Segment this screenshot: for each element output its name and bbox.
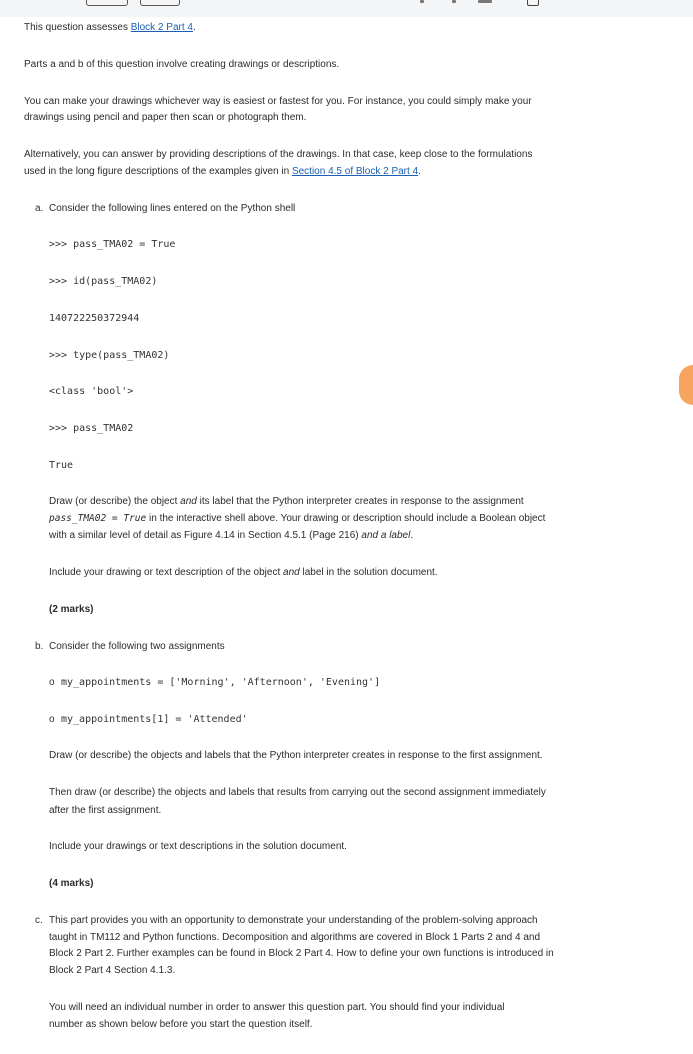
part-c-line-1: This part provides you with an opportunity to demonstrate your understanding of the problem-solving approach	[49, 915, 538, 926]
part-a-draw-line-3	[49, 528, 413, 544]
part-a-draw-line-2	[49, 511, 545, 527]
assesses-prefix: This question assesses	[24, 22, 131, 33]
part-c-line-4: Block 2 Part 4 Section 4.1.3.	[49, 965, 176, 976]
alternative-text-line-1: Alternatively, you can answer by providing descriptions of the drawings. In that case, keep close to the formulations	[24, 149, 533, 160]
code-line: <class 'bool'>	[49, 386, 134, 397]
toolbar-dash-icon	[478, 0, 492, 3]
part-c-marker: c.	[35, 915, 43, 926]
part-b-then-line-2: after the first assignment.	[49, 805, 162, 816]
draw-text: its label that the Python interpreter creates in response to the assignment	[196, 496, 524, 507]
toolbar-button[interactable]	[140, 0, 180, 6]
code-line: >>> pass_TMA02 = True	[49, 239, 176, 250]
parts-ab-text: Parts a and b of this question involve creating drawings or descriptions.	[24, 59, 340, 70]
section-4-5-link[interactable]: Section 4.5 of Block 2 Part 4	[291, 166, 419, 177]
part-a-marks: (2 marks)	[49, 604, 94, 615]
alternative-prefix: used in the long figure descriptions of the examples given in	[24, 166, 292, 177]
part-b-marker: b.	[35, 641, 44, 652]
part-b-marks: (4 marks)	[49, 878, 94, 889]
drawings-text-line-1: You can make your drawings whichever way is easiest or fastest for you. For instance, you could simply make your	[24, 96, 532, 107]
part-a-draw-line-1	[49, 494, 524, 510]
part-c-need-line-1: You will need an individual number in order to answer this question part. You should find your individual	[49, 1002, 505, 1013]
toolbar-button[interactable]	[86, 0, 128, 6]
include-text: Include your drawing or text description of the object	[49, 567, 284, 578]
floating-action-tab[interactable]	[679, 365, 693, 405]
code-line: >>> pass_TMA02	[49, 423, 134, 434]
assesses-suffix: .	[192, 22, 196, 33]
toolbar-dot-icon	[420, 0, 424, 3]
block-2-part-4-link[interactable]: Block 2 Part 4	[130, 22, 193, 33]
code-line: True	[49, 460, 74, 471]
toolbar-square-icon[interactable]	[527, 0, 539, 6]
part-c-line-2: taught in TM112 and Python functions. Decomposition and algorithms are covered in Block 1 Parts 2 and 4 and	[49, 932, 541, 943]
assesses-line	[24, 20, 196, 36]
draw-emphasis: and a label	[361, 530, 411, 541]
alternative-text-line-2	[24, 164, 421, 180]
include-text: label in the solution document.	[299, 567, 438, 578]
part-a-include	[49, 565, 438, 581]
draw-text: .	[410, 530, 414, 541]
part-b-then-line-1: Then draw (or describe) the objects and labels that results from carrying out the second assignment immediately	[49, 787, 546, 798]
part-b-include: Include your drawings or text descriptions in the solution document.	[49, 841, 347, 852]
code-line: 140722250372944	[49, 313, 140, 324]
part-c-need-line-2: number as shown below before you start the question itself.	[49, 1019, 313, 1030]
alternative-suffix: .	[418, 166, 421, 177]
assignment-code: my_appointments[1] = 'Attended'	[61, 714, 248, 725]
draw-text: in the interactive shell above. Your drawing or description should include a Boolean object	[146, 513, 546, 524]
assignment-code: my_appointments = ['Morning', 'Afternoon', 'Evening']	[61, 677, 381, 688]
bullet: o	[49, 714, 55, 725]
part-b-lead: Consider the following two assignments	[49, 641, 225, 652]
toolbar-dot-icon	[452, 0, 456, 3]
inline-code: pass_TMA02 = True	[49, 513, 147, 524]
top-toolbar-strip	[0, 0, 693, 17]
drawings-text-line-2: drawings using pencil and paper then scan or photograph them.	[24, 112, 307, 123]
draw-text: Draw (or describe) the object	[49, 496, 181, 507]
code-line: >>> type(pass_TMA02)	[49, 350, 170, 361]
part-a-marker: a.	[35, 203, 44, 214]
draw-text: with a similar level of detail as Figure 4.14 in Section 4.5.1 (Page 216)	[49, 530, 362, 541]
part-c-line-3: Block 2 Part 2. Further examples can be found in Block 2 Part 4. How to define your own functions is introduced in	[49, 948, 554, 959]
bullet: o	[49, 677, 55, 688]
code-line: >>> id(pass_TMA02)	[49, 276, 158, 287]
part-b-draw-first: Draw (or describe) the objects and labels that the Python interpreter creates in response to the first assignment.	[49, 750, 543, 761]
part-a-lead: Consider the following lines entered on the Python shell	[49, 203, 296, 214]
include-emphasis: and	[283, 567, 300, 578]
draw-emphasis: and	[180, 496, 197, 507]
